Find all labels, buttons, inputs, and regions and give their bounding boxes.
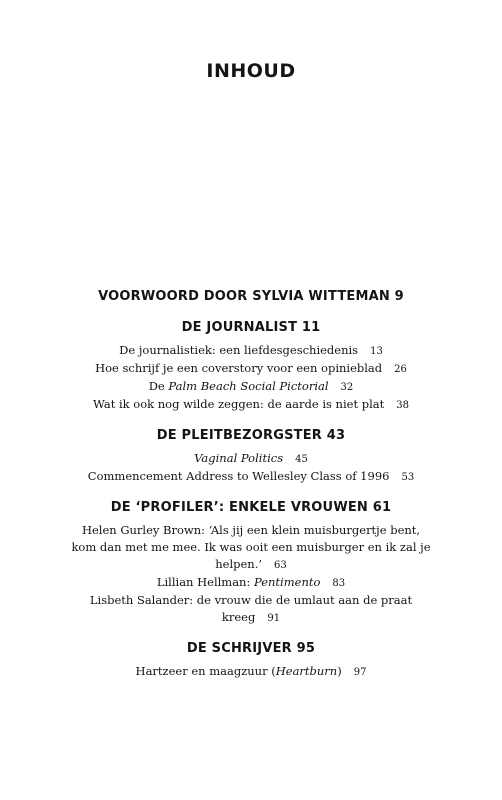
toc-section-schrijver (60, 640, 442, 681)
toc-entry: Lisbeth Salander: de vrouw die de umlaut aan de praat kreeg 91 (89, 593, 413, 624)
page-number: 38 (396, 400, 409, 411)
page-number: 26 (394, 364, 407, 375)
page-number: 83 (332, 578, 346, 589)
toc-entry: Commencement Address to Wellesley Class of 1996 53 (87, 469, 415, 483)
toc-section-voorwoord (60, 288, 442, 306)
toc-entry: Lillian Hellman: Pentimento 83 (156, 575, 346, 589)
section-heading: DE JOURNALIST 11 (181, 320, 321, 335)
table-of-contents (60, 288, 442, 681)
page-title: INHOUD (206, 60, 296, 82)
page-number: 13 (370, 346, 383, 357)
page-number: 45 (295, 454, 308, 465)
toc-entry: De Palm Beach Social Pictorial 32 (148, 379, 354, 393)
toc-entry: De journalistiek: een liefdesgeschiedenis 13 (119, 343, 383, 357)
page-number: 32 (340, 382, 354, 393)
section-heading: DE SCHRIJVER 95 (186, 641, 316, 656)
toc-entry: Vaginal Politics 45 (194, 451, 308, 465)
toc-section-profiler (60, 499, 442, 627)
toc-section-journalist (60, 319, 442, 414)
toc-section-pleitbezorgster (60, 427, 442, 486)
toc-entry: Helen Gurley Brown: ‘Als jij een klein muisburgertje bent, kom dan met me mee. Ik was ooit een muisburger en ik zal je helpen.’ 63 (71, 523, 431, 571)
page-number: 63 (274, 560, 287, 571)
section-heading: DE PLEITBEZORGSTER 43 (156, 428, 346, 443)
section-heading: VOORWOORD DOOR SYLVIA WITTEMAN 9 (98, 289, 404, 304)
page-number: 97 (353, 667, 367, 678)
page-number: 91 (267, 613, 281, 624)
section-heading: DE ‘PROFILER’: ENKELE VROUWEN 61 (110, 500, 392, 515)
toc-entry: Hoe schrijf je een coverstory voor een opinieblad 26 (95, 361, 407, 375)
toc-entry: Wat ik ook nog wilde zeggen: de aarde is niet plat 38 (93, 397, 409, 411)
page-number: 53 (401, 472, 415, 483)
toc-entry: Hartzeer en maagzuur (Heartburn) 97 (135, 664, 367, 678)
